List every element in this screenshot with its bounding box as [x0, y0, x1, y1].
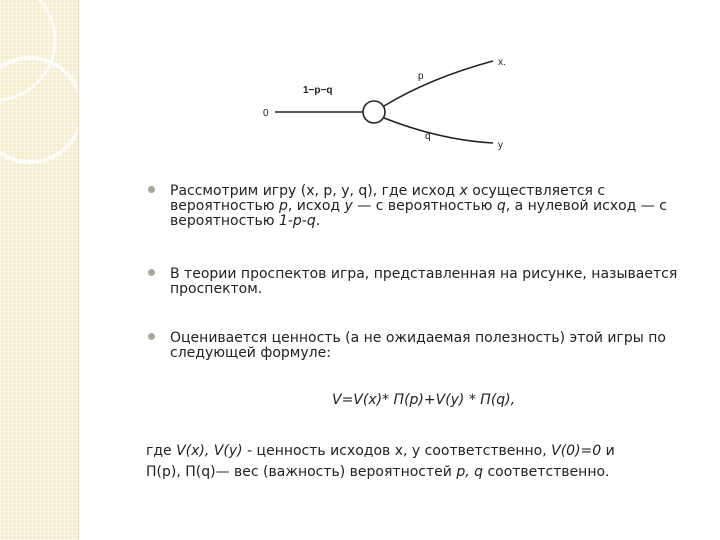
middle-branch-label: 1−p−q	[303, 85, 333, 96]
upper-branch-label: p	[418, 71, 424, 82]
lower-branch-label: q	[425, 131, 431, 142]
side-divider	[78, 0, 79, 540]
bullet-text: Рассмотрим игру (x, p, y, q), где исход x осуществляется с вероятностью p, исход y — с вероятностью q, а нулевой исход — с вероятностью 1-p-q.	[170, 183, 667, 229]
lower-outcome-label: y	[498, 140, 503, 151]
lower-branch-line	[384, 118, 493, 143]
value-formula: V=V(x)* П(p)+V(y) * П(q),	[332, 392, 516, 408]
upper-branch-line	[384, 61, 493, 106]
bullet-dot	[148, 186, 155, 193]
decorative-side-band	[0, 0, 78, 540]
formula-explanation: где V(x), V(y) - ценность исходов x, y соответственно, V(0)=0 и П(p), П(q)— вес (важность) вероятностей p, q соответственно.	[146, 443, 615, 480]
decorative-circles	[0, 0, 78, 540]
upper-outcome-label: x.	[498, 57, 506, 68]
bullet-dot	[148, 269, 155, 276]
origin-label: 0	[263, 108, 269, 119]
bullet-dot	[148, 333, 155, 340]
prospect-tree-diagram	[255, 48, 525, 158]
bullet-text: Оценивается ценность (а не ожидаемая полезность) этой игры по следующей формуле:	[170, 330, 666, 361]
bullet-text: В теории проспектов игра, представленная на рисунке, называется проспектом.	[170, 266, 678, 297]
chance-node	[363, 101, 385, 123]
